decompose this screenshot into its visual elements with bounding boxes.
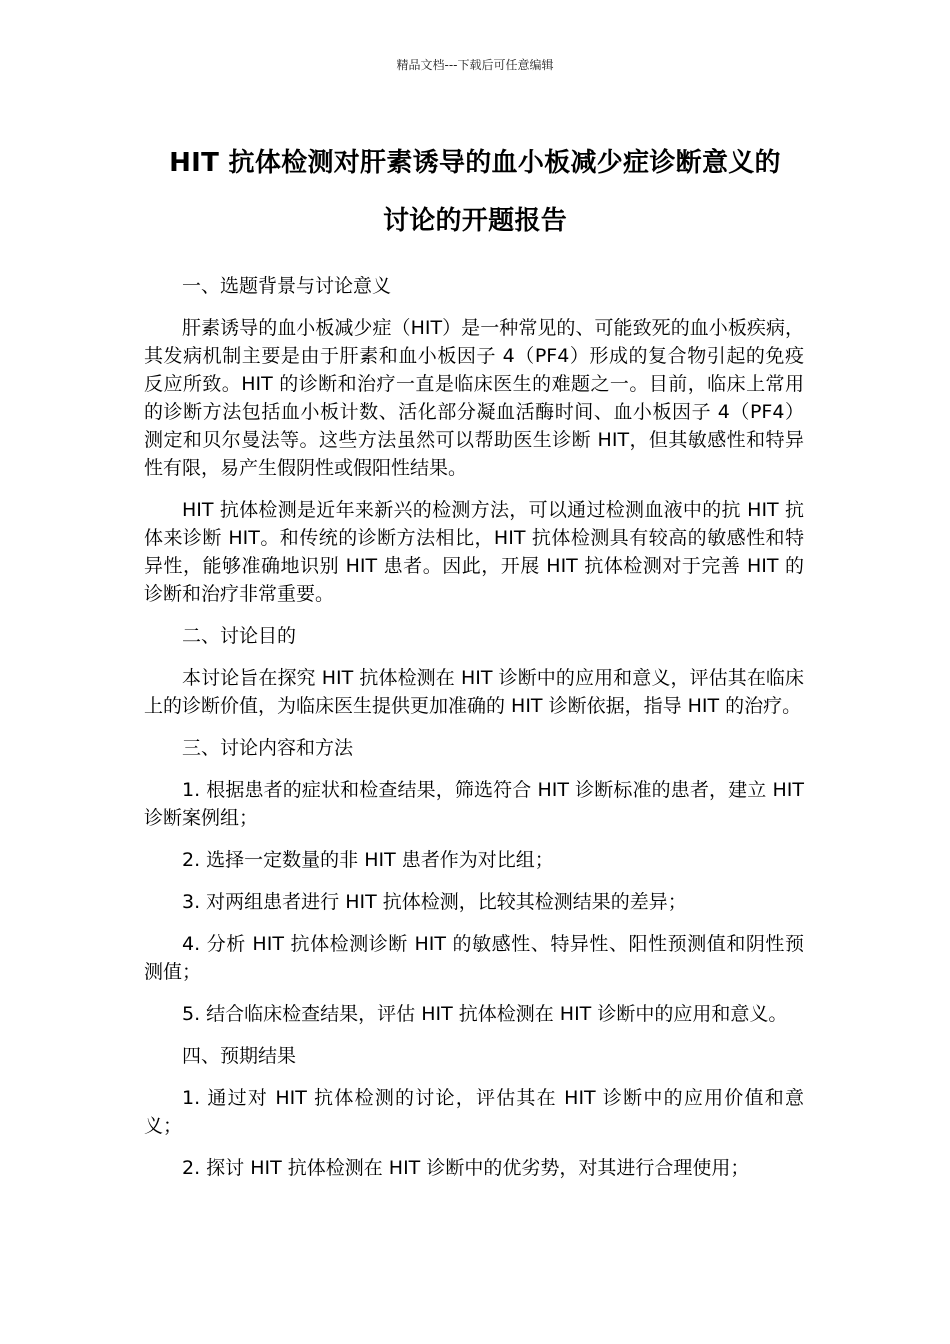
- list-item-method-4: 4. 分析 HIT 抗体检测诊断 HIT 的敏感性、特异性、阳性预测值和阴性预测值；: [144, 933, 804, 983]
- title-line-2: 讨论的开题报告: [382, 206, 568, 236]
- paragraph-purpose: 本讨论旨在探究 HIT 抗体检测在 HIT 诊断中的应用和意义，评估其在临床上的诊断价值，为临床医生提供更加准确的 HIT 诊断依据，指导 HIT 的治疗。: [144, 667, 804, 717]
- section-heading-background: 一、选题背景与讨论意义: [182, 275, 392, 297]
- list-item-method-3: 3. 对两组患者进行 HIT 抗体检测，比较其检测结果的差异；: [182, 891, 687, 913]
- document-title: [120, 134, 830, 250]
- list-item-result-2: 2. 探讨 HIT 抗体检测在 HIT 诊断中的优劣势，对其进行合理使用；: [182, 1157, 750, 1179]
- list-item-method-1: 1. 根据患者的症状和检查结果，筛选符合 HIT 诊断标准的患者，建立 HIT 诊断案例组；: [144, 779, 804, 829]
- list-item-method-2: 2. 选择一定数量的非 HIT 患者作为对比组；: [182, 849, 554, 871]
- section-heading-expected-results: 四、预期结果: [182, 1045, 297, 1067]
- paragraph-background-2: HIT 抗体检测是近年来新兴的检测方法，可以通过检测血液中的抗 HIT 抗体来诊断 HIT。和传统的诊断方法相比，HIT 抗体检测具有较高的敏感性和特异性，能够准确地识别 HIT 患者。因此，开展 HIT 抗体检测对于完善 HIT 的诊断和治疗非常重要。: [144, 499, 804, 605]
- section-heading-purpose: 二、讨论目的: [182, 625, 297, 647]
- header-note: 精品文档---下载后可任意编辑: [396, 58, 554, 72]
- list-item-method-5: 5. 结合临床检查结果，评估 HIT 抗体检测在 HIT 诊断中的应用和意义。: [182, 1003, 788, 1025]
- title-line-1: HIT 抗体检测对肝素诱导的血小板减少症诊断意义的: [169, 148, 781, 178]
- document-body: [144, 272, 804, 1196]
- section-heading-methods: 三、讨论内容和方法: [182, 737, 354, 759]
- paragraph-background-1: 肝素诱导的血小板减少症（HIT）是一种常见的、可能致死的血小板疾病，其发病机制主要是由于肝素和血小板因子 4（PF4）形成的复合物引起的免疫反应所致。HIT 的诊断和治疗一直是临床医生的难题之一。目前，临床上常用的诊断方法包括血小板计数、活化部分凝血活酶时间、血小板因子 4（PF4）测定和贝尔曼法等。这些方法虽然可以帮助医生诊断 HIT，但其敏感性和特异性有限，易产生假阴性或假阳性结果。: [144, 317, 804, 479]
- list-item-result-1: 1. 通过对 HIT 抗体检测的讨论，评估其在 HIT 诊断中的应用价值和意义；: [144, 1087, 804, 1137]
